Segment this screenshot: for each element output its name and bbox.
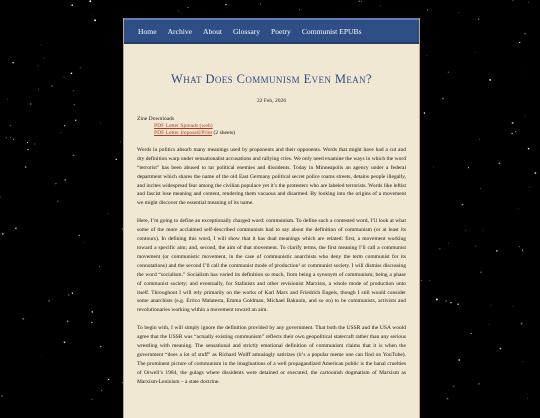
page-container	[123, 18, 420, 418]
nav-poetry[interactable]: Poetry	[271, 26, 291, 36]
nav-home[interactable]: Home	[138, 26, 157, 36]
zine-downloads	[137, 116, 406, 137]
article-paragraph-1: Words in politics absorb many meanings used by proponents and their opponents. Words that might have had a cut and dry definition warp under sensationalist accusations and rallying cries. We only need examine the ways in which the word “terrorist” has been abused to tar political enemies and dissidents. Today in Minneapolis an agency under a federal department which shares the name of the old East Germany political secret police roams streets, detains people illegally, and incites widespread fear among the civilian populace yet it’s the protesters who are labeled terrorists. Words like leftist and fascist lose meaning and content, rendering them vacuous and disarmed. By looking into the origins of a movement we might discover the essential meaning of its name.	[137, 146, 406, 207]
nav-about[interactable]: About	[203, 26, 223, 36]
nav-communist-epubs[interactable]: Communist EPUBs	[301, 26, 362, 36]
pdf-letter-imposed-link[interactable]: PDF Letter Imposed/Print	[154, 129, 213, 136]
nav-glossary[interactable]: Glossary	[233, 26, 261, 36]
article-date: 22 Feb, 2026	[256, 98, 287, 104]
top-navigation	[124, 18, 419, 44]
pdf-letter-spreads-link[interactable]: PDF Letter Spreads (web)	[154, 122, 213, 129]
article-title: What Does Communism Even Mean?	[171, 72, 372, 86]
nav-archive[interactable]: Archive	[167, 26, 193, 36]
article-paragraph-3: To begin with, I will simply ignore the definition provided by any government. That both the USSR and the USA would agree that the USSR was “actually existing communism” reflects their own geopolitical statecraft rather than any serious wrestling with meaning. The sensational and strictly emotional definition of communism claims that it is when the government “does a lot of stuff” as Richard Wolff amusingly satirizes (it’s a popular meme one can find on YouTube). The prominent picture of communism in the imaginations of a well propagandized American public is the banal cruelties of Orwell’s 1984, the gulags where dissidents were detained or executed, the cartoonish dogmatism of Marxism as Marxism-Leninism – a state doctrine.	[137, 325, 406, 385]
article-paragraph-2: Here, I’m going to define an exceptionally charged word: communism. To define such a contested word, I’ll look at what some of the more acclaimed self-described communists had to say about the definition of communism (or at least its contours). In defining this word, I will show that it has dual meanings which are related: first, a movement working toward a specific aim; and, second, the aim of that movement. To clarify terms, the first meaning I’ll call a communist movement (or communistic movement, in the case of communistic anarchists who deny the term communist for its connotations) and the second I’ll call the communist mode of production¹ or communist society. I will dismiss discussing the word “socialism.” Socialism has varied its definition so much, from being a synonym of communism; being a phase of communist society; and eventually, for Stalinists and other revisionist Marxists, a whole mode of production unto itself. Throughout I will rely primarily on the works of Karl Marx and Friedrich Engels, though I still would consider some anarchists (e.g. Errico Malatesta, Emma Goldman, Michael Bakunin, and so on) to be communists, activists and revolutionaries working within a movement toward an aim.	[137, 218, 406, 314]
article-content	[124, 72, 419, 387]
zine-downloads-heading: Zine Downloads	[137, 116, 175, 122]
pdf-sheets-note: (2 sheets)	[212, 129, 236, 136]
